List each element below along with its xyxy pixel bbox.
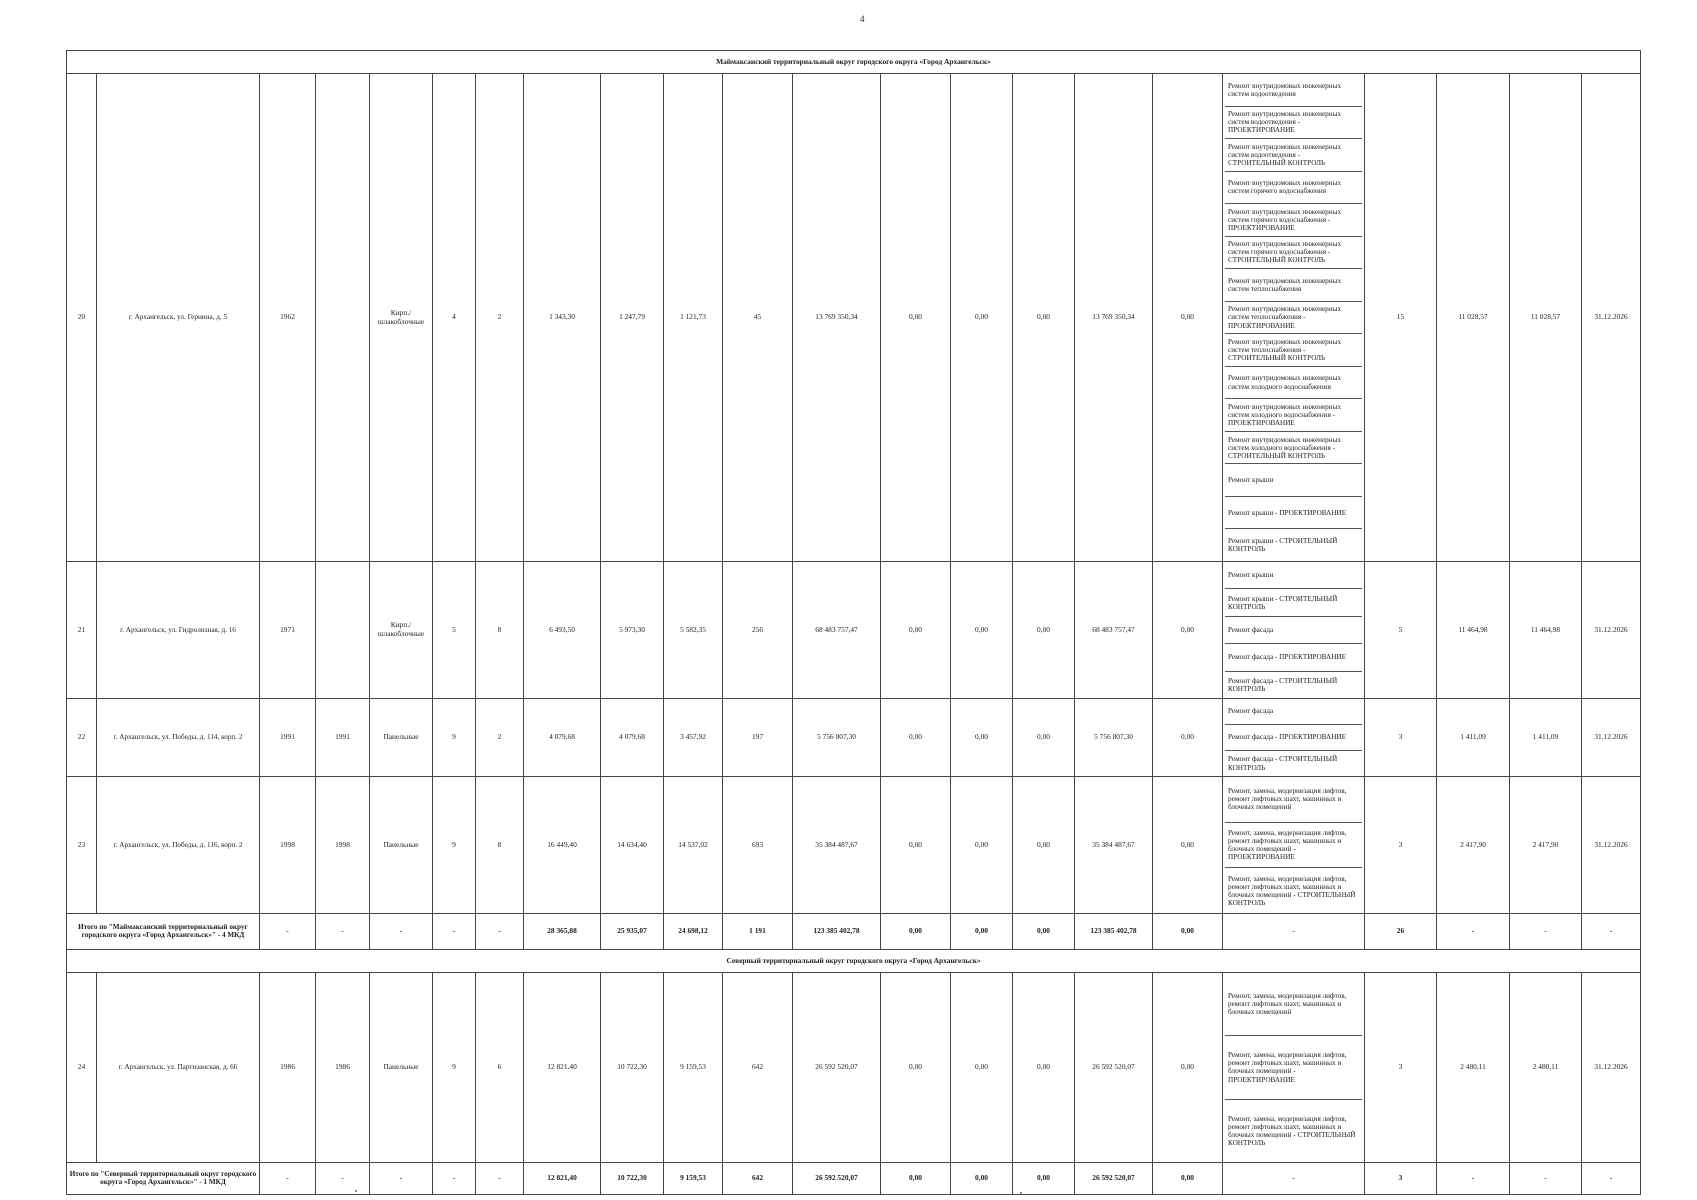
section-title: Маймаксанский территориальный округ городского округа «Город Архангельск» [67, 51, 1641, 74]
section-header-row [67, 51, 1641, 74]
entrances-cell: 8 [476, 777, 524, 914]
total-cost-cell: 35 384 487,67 [793, 777, 881, 914]
total-area-cell: 12 821,40 [524, 973, 601, 1163]
address-cell: г. Архангельск, ул. Гидролизная, д. 16 [97, 562, 260, 699]
works-list [1225, 699, 1362, 776]
floors-cell: 9 [433, 699, 476, 777]
year-reconstruction-cell: 1991 [316, 699, 370, 777]
work-item: Ремонт внутридомовых инженерных систем теплоснабжения - ПРОЕКТИРОВАНИЕ [1225, 302, 1362, 335]
local-cost-cell: 0,00 [1013, 74, 1075, 562]
limit-cost-cell: 11 028,57 [1510, 74, 1582, 562]
regional-cost-cell: 0,00 [951, 777, 1013, 914]
local-cost-cell: 0,00 [1013, 699, 1075, 777]
other-cost-cell: 0,00 [1153, 777, 1223, 914]
local-cost-cell: 0,00 [1013, 777, 1075, 914]
total-works-count-cell: 3 [1365, 1163, 1437, 1195]
total-row [67, 1163, 1641, 1195]
fund-cost-cell: 0,00 [881, 777, 951, 914]
entrances-cell: 2 [476, 699, 524, 777]
work-item: Ремонт, замена, модернизация лифтов, ремонт лифтовых шахт, машинных и блочных помещений - СТРОИТЕЛЬНЫЙ КОНТРОЛЬ [1228, 874, 1356, 907]
total-area-cell: 16 449,40 [524, 777, 601, 914]
total-cost-regional-cell: 0,00 [951, 1163, 1013, 1195]
year-built-cell: 1971 [260, 562, 316, 699]
work-item: Ремонт крыши - ПРОЕКТИРОВАНИЕ [1225, 497, 1362, 530]
wall-material-cell: Панельные [370, 699, 433, 777]
address-cell: г. Архангельск, ул. Гернина, д. 5 [97, 74, 260, 562]
residential-area-cell: 1 121,73 [664, 74, 723, 562]
limit-cost-cell: 1 411,09 [1510, 699, 1582, 777]
work-item: Ремонт, замена, модернизация лифтов, ремонт лифтовых шахт, машинных и блочных помещений [1225, 973, 1362, 1036]
row-number-cell: 21 [67, 562, 97, 699]
total-dash-cell: - [370, 1163, 433, 1195]
total-dash-cell: - [433, 914, 476, 950]
regional-cost-cell: 0,00 [951, 562, 1013, 699]
other-cost-cell: 0,00 [1153, 562, 1223, 699]
works-cell [1223, 973, 1365, 1163]
page-number: 4 [860, 14, 865, 24]
unit-cost-cell: 11 464,98 [1437, 562, 1510, 699]
work-item: Ремонт внутридомовых инженерных систем холодного водоснабжения - ПРОЕКТИРОВАНИЕ [1225, 399, 1362, 432]
work-item: Ремонт фасада - ПРОЕКТИРОВАНИЕ [1225, 644, 1362, 671]
total-residents-cell: 642 [723, 1163, 793, 1195]
work-item: Ремонт крыши [1225, 464, 1362, 497]
residential-area-cell: 9 159,53 [664, 973, 723, 1163]
owners-cost-cell: 5 756 807,30 [1075, 699, 1153, 777]
works-count-cell: 15 [1365, 74, 1437, 562]
floors-cell: 4 [433, 74, 476, 562]
residents-cell: 45 [723, 74, 793, 562]
owners-cost-cell: 35 384 487,67 [1075, 777, 1153, 914]
work-item: Ремонт внутридомовых инженерных систем горячего водоснабжения [1225, 172, 1362, 205]
work-item: Ремонт фасада - СТРОИТЕЛЬНЫЙ КОНТРОЛЬ [1228, 755, 1338, 772]
total-dash-cell: - [316, 914, 370, 950]
entrances-cell: 2 [476, 74, 524, 562]
total-area-total-cell: 12 821,40 [524, 1163, 601, 1195]
total-cost-cell: 68 483 757,47 [793, 562, 881, 699]
regional-cost-cell: 0,00 [951, 699, 1013, 777]
wall-material-cell: Панельные [370, 777, 433, 914]
section-header-row [67, 950, 1641, 973]
premises-area-cell: 4 079,68 [601, 699, 664, 777]
total-dash-cell: - [260, 1163, 316, 1195]
total-cost-cell: 26 592 520,07 [793, 973, 881, 1163]
total-dash-cell: - [370, 914, 433, 950]
table-row [67, 562, 1641, 699]
residents-cell: 693 [723, 777, 793, 914]
capital-repair-table [66, 50, 1641, 1195]
works-list [1225, 973, 1362, 1162]
total-cost-fund-cell: 0,00 [881, 1163, 951, 1195]
works-cell [1223, 777, 1365, 914]
work-item: Ремонт внутридомовых инженерных систем теплоснабжения [1225, 269, 1362, 302]
total-dash-cell: - [316, 1163, 370, 1195]
total-dash-cell: - [260, 914, 316, 950]
works-count-cell: 3 [1365, 777, 1437, 914]
deadline-cell: 31.12.2026 [1582, 973, 1641, 1163]
deadline-cell: 31.12.2026 [1582, 562, 1641, 699]
work-item: Ремонт внутридомовых инженерных систем теплоснабжения - СТРОИТЕЛЬНЫЙ КОНТРОЛЬ [1225, 334, 1362, 367]
floors-cell: 9 [433, 777, 476, 914]
work-item: Ремонт крыши [1225, 562, 1362, 589]
work-item: Ремонт, замена, модернизация лифтов, ремонт лифтовых шахт, машинных и блочных помещений - СТРОИТЕЛЬНЫЙ КОНТРОЛЬ [1228, 1114, 1356, 1147]
deadline-cell: 31.12.2026 [1582, 74, 1641, 562]
row-number-cell: 22 [67, 699, 97, 777]
total-cost-fund-cell: 0,00 [881, 914, 951, 950]
year-reconstruction-cell [316, 562, 370, 699]
works-cell [1223, 74, 1365, 562]
work-item: Ремонт, замена, модернизация лифтов, ремонт лифтовых шахт, машинных и блочных помещений [1225, 777, 1362, 823]
total-dash-cell: - [1223, 1163, 1365, 1195]
total-cost-local-cell: 0,00 [1013, 1163, 1075, 1195]
address-cell: г. Архангельск, ул. Победы, д. 116, корп. 2 [97, 777, 260, 914]
total-cost-owners-cell: 123 385 402,78 [1075, 914, 1153, 950]
works-cell [1223, 562, 1365, 699]
total-dash-cell: - [1582, 914, 1641, 950]
total-area-cell: 1 343,30 [524, 74, 601, 562]
floors-cell: 9 [433, 973, 476, 1163]
total-dash-cell: - [476, 1163, 524, 1195]
address-cell: г. Архангельск, ул. Партизанская, д. 66 [97, 973, 260, 1163]
other-cost-cell: 0,00 [1153, 74, 1223, 562]
work-item: Ремонт фасада [1225, 617, 1362, 644]
works-list [1225, 777, 1362, 913]
total-cost-owners-cell: 26 592 520,07 [1075, 1163, 1153, 1195]
work-item: Ремонт фасада [1225, 699, 1362, 725]
unit-cost-cell: 11 028,57 [1437, 74, 1510, 562]
total-dash-cell: - [1437, 914, 1510, 950]
deadline-cell: 31.12.2026 [1582, 777, 1641, 914]
work-item: Ремонт внутридомовых инженерных систем водоотведения [1225, 74, 1362, 107]
premises-area-cell: 10 722,30 [601, 973, 664, 1163]
year-built-cell: 1962 [260, 74, 316, 562]
unit-cost-cell: 1 411,09 [1437, 699, 1510, 777]
total-cost-total-cell: 26 592 520,07 [793, 1163, 881, 1195]
works-cell [1223, 699, 1365, 777]
total-area-premises-cell: 25 935,07 [601, 914, 664, 950]
works-count-cell: 5 [1365, 562, 1437, 699]
fund-cost-cell: 0,00 [881, 973, 951, 1163]
total-cost-cell: 5 756 807,30 [793, 699, 881, 777]
work-item: Ремонт фасада - СТРОИТЕЛЬНЫЙ КОНТРОЛЬ [1228, 676, 1338, 693]
works-list [1225, 74, 1362, 561]
row-number-cell: 23 [67, 777, 97, 914]
residents-cell: 256 [723, 562, 793, 699]
works-count-cell: 3 [1365, 699, 1437, 777]
scan-speck [355, 1190, 357, 1192]
total-dash-cell: - [1510, 1163, 1582, 1195]
year-reconstruction-cell: 1986 [316, 973, 370, 1163]
unit-cost-cell: 2 480,11 [1437, 973, 1510, 1163]
work-item: Ремонт внутридомовых инженерных систем горячего водоснабжения - СТРОИТЕЛЬНЫЙ КОНТРОЛЬ [1225, 237, 1362, 270]
work-item: Ремонт внутридомовых инженерных систем холодного водоснабжения [1225, 367, 1362, 400]
local-cost-cell: 0,00 [1013, 562, 1075, 699]
total-area-premises-cell: 10 722,30 [601, 1163, 664, 1195]
table-body [67, 51, 1641, 1195]
total-label: Итого по "Северный территориальный округ городского округа «Город Архангельск»" - 1 МКД [67, 1163, 260, 1195]
premises-area-cell: 1 247,79 [601, 74, 664, 562]
wall-material-cell: Кирп./ шлакоблочные [370, 562, 433, 699]
limit-cost-cell: 2 417,90 [1510, 777, 1582, 914]
total-dash-cell: - [1437, 1163, 1510, 1195]
total-cost-other-cell: 0,00 [1153, 914, 1223, 950]
owners-cost-cell: 68 483 757,47 [1075, 562, 1153, 699]
total-label: Итого по "Маймаксанский территориальный округ городского округа «Город Архангельск»" - 4 МКД [67, 914, 260, 950]
premises-area-cell: 5 973,30 [601, 562, 664, 699]
year-reconstruction-cell: 1998 [316, 777, 370, 914]
table-row [67, 74, 1641, 562]
table-row [67, 777, 1641, 914]
owners-cost-cell: 13 769 350,34 [1075, 74, 1153, 562]
work-item: Ремонт внутридомовых инженерных систем холодного водоснабжения - СТРОИТЕЛЬНЫЙ КОНТРОЛЬ [1225, 432, 1362, 465]
local-cost-cell: 0,00 [1013, 973, 1075, 1163]
regional-cost-cell: 0,00 [951, 973, 1013, 1163]
year-built-cell: 1991 [260, 699, 316, 777]
unit-cost-cell: 2 417,90 [1437, 777, 1510, 914]
residents-cell: 642 [723, 973, 793, 1163]
work-item: Ремонт крыши - СТРОИТЕЛЬНЫЙ КОНТРОЛЬ [1225, 589, 1362, 616]
total-area-residential-cell: 9 159,53 [664, 1163, 723, 1195]
year-built-cell: 1986 [260, 973, 316, 1163]
other-cost-cell: 0,00 [1153, 973, 1223, 1163]
section-title: Северный территориальный округ городского округа «Город Архангельск» [67, 950, 1641, 973]
regional-cost-cell: 0,00 [951, 74, 1013, 562]
total-area-residential-cell: 24 698,12 [664, 914, 723, 950]
row-number-cell: 20 [67, 74, 97, 562]
total-area-cell: 4 079,68 [524, 699, 601, 777]
table-row [67, 699, 1641, 777]
total-cost-local-cell: 0,00 [1013, 914, 1075, 950]
deadline-cell: 31.12.2026 [1582, 699, 1641, 777]
total-cost-regional-cell: 0,00 [951, 914, 1013, 950]
other-cost-cell: 0,00 [1153, 699, 1223, 777]
total-works-count-cell: 26 [1365, 914, 1437, 950]
limit-cost-cell: 11 464,98 [1510, 562, 1582, 699]
fund-cost-cell: 0,00 [881, 74, 951, 562]
work-item: Ремонт фасада - ПРОЕКТИРОВАНИЕ [1225, 725, 1362, 751]
total-dash-cell: - [1582, 1163, 1641, 1195]
fund-cost-cell: 0,00 [881, 699, 951, 777]
total-dash-cell: - [476, 914, 524, 950]
works-list [1225, 562, 1362, 698]
entrances-cell: 6 [476, 973, 524, 1163]
work-item: Ремонт, замена, модернизация лифтов, ремонт лифтовых шахт, машинных и блочных помещений - ПРОЕКТИРОВАНИЕ [1225, 823, 1362, 869]
residential-area-cell: 5 582,35 [664, 562, 723, 699]
wall-material-cell: Панельные [370, 973, 433, 1163]
fund-cost-cell: 0,00 [881, 562, 951, 699]
work-item: Ремонт крыши - СТРОИТЕЛЬНЫЙ КОНТРОЛЬ [1228, 537, 1338, 554]
total-residents-cell: 1 191 [723, 914, 793, 950]
work-item: Ремонт внутридомовых инженерных систем водоотведения - ПРОЕКТИРОВАНИЕ [1225, 107, 1362, 140]
work-item: Ремонт внутридомовых инженерных систем горячего водоснабжения - ПРОЕКТИРОВАНИЕ [1225, 204, 1362, 237]
total-dash-cell: - [1223, 914, 1365, 950]
total-cost-cell: 13 769 350,34 [793, 74, 881, 562]
address-cell: г. Архангельск, ул. Победы, д. 114, корп. 2 [97, 699, 260, 777]
total-dash-cell: - [1510, 914, 1582, 950]
limit-cost-cell: 2 480,11 [1510, 973, 1582, 1163]
residential-area-cell: 3 457,92 [664, 699, 723, 777]
total-area-cell: 6 493,50 [524, 562, 601, 699]
works-count-cell: 3 [1365, 973, 1437, 1163]
table-row [67, 973, 1641, 1163]
register-sheet [66, 50, 1641, 1195]
residential-area-cell: 14 537,02 [664, 777, 723, 914]
owners-cost-cell: 26 592 520,07 [1075, 973, 1153, 1163]
total-cost-total-cell: 123 385 402,78 [793, 914, 881, 950]
year-reconstruction-cell [316, 74, 370, 562]
row-number-cell: 24 [67, 973, 97, 1163]
wall-material-cell: Кирп./ шлакоблочные [370, 74, 433, 562]
work-item: Ремонт, замена, модернизация лифтов, ремонт лифтовых шахт, машинных и блочных помещений - ПРОЕКТИРОВАНИЕ [1225, 1036, 1362, 1099]
work-item: Ремонт внутридомовых инженерных систем водоотведения - СТРОИТЕЛЬНЫЙ КОНТРОЛЬ [1225, 139, 1362, 172]
scan-speck [1020, 1192, 1022, 1194]
total-row [67, 914, 1641, 950]
premises-area-cell: 14 634,40 [601, 777, 664, 914]
total-dash-cell: - [433, 1163, 476, 1195]
residents-cell: 197 [723, 699, 793, 777]
floors-cell: 5 [433, 562, 476, 699]
total-cost-other-cell: 0,00 [1153, 1163, 1223, 1195]
year-built-cell: 1998 [260, 777, 316, 914]
total-area-total-cell: 28 365,88 [524, 914, 601, 950]
entrances-cell: 8 [476, 562, 524, 699]
